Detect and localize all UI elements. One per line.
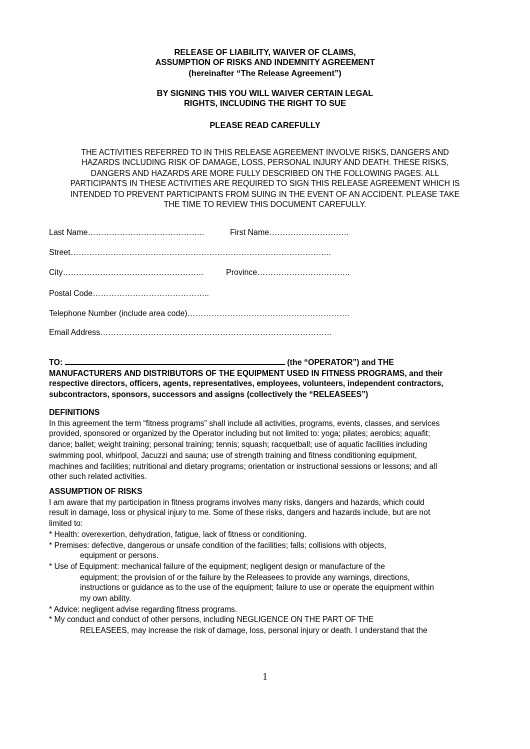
risk-conduct: * My conduct and conduct of other persons, including NEGLIGENCE ON THE PART OF THE: [49, 615, 374, 625]
definitions-section: [49, 408, 489, 483]
intro-line: THE TIME TO REVIEW THIS DOCUMENT CAREFULLY.: [163, 200, 367, 210]
title-line: (hereinafter “The Release Agreement”): [188, 67, 342, 78]
assumption-line: I am aware that my participation in fitness programs involves many risks, dangers and hazards, which could: [49, 497, 425, 507]
definitions-line: swimming pool, whirlpool, Jacuzzi and sauna; use of strength training and fitness conditioning equipment,: [49, 450, 418, 460]
definitions-line: dance; ballet; weight training; personal training; tennis; squash; racquetball; use of aquatic facilities including: [49, 440, 428, 450]
risk-conduct-cont: RELEASEES, may increase the risk of damage, loss, personal injury or death. I understand that the: [80, 626, 428, 636]
risk-equipment-cont: equipment; the provision of or the failure by the Releasees to provide any warnings, directions,: [80, 572, 410, 582]
risk-health: * Health: overexertion, dehydration, fatigue, lack of fitness or conditioning.: [49, 529, 307, 539]
definitions-line: machines and facilities; nutritional and dietary programs; orientation or instructional sessions or lessons; and all: [49, 461, 438, 471]
title-line: RELEASE OF LIABILITY, WAIVER OF CLAIMS,: [174, 47, 356, 57]
risk-premises-cont: equipment or persons.: [80, 551, 159, 561]
releasees-line: subcontractors, sponsors, successors and assigns (collectively the “RELEASEES”): [49, 389, 369, 399]
risk-premises: * Premises: defective, dangerous or unsafe condition of the facilities; falls; collisions with objects,: [49, 540, 387, 550]
telephone-field[interactable]: Telephone Number (include area code)…………………………………………………….: [49, 309, 350, 318]
intro-line: HAZARDS INCLUDING RISK OF DAMAGE, LOSS, PERSONAL INJURY AND DEATH. THESE RISKS,: [81, 158, 449, 168]
risk-advice: * Advice: negligent advise regarding fitness programs.: [49, 604, 238, 614]
street-field[interactable]: Street……………………………………………………………………………………..: [49, 248, 331, 257]
assumption-line: result in damage, loss or physical injury to me. Some of these risks, dangers and hazards include, but are not: [49, 508, 431, 518]
last-name-field[interactable]: Last Name……………………………………..: [49, 228, 205, 237]
city-field[interactable]: City……………………………………………..: [49, 268, 204, 277]
postal-code-field[interactable]: Postal Code……………………………………..: [49, 289, 210, 298]
definitions-line: provided, sponsored or organized by the Operator including but not limited to: yoga; pilates; aerobics; aquafit;: [49, 429, 431, 439]
please-read-notice: PLEASE READ CAREFULLY: [209, 120, 321, 130]
to-line: [49, 357, 489, 369]
province-field[interactable]: Province……………………………..: [226, 268, 350, 277]
warning-line: RIGHTS, INCLUDING THE RIGHT TO SUE: [183, 98, 347, 109]
operator-name-blank[interactable]: [65, 357, 285, 365]
definitions-heading: DEFINITIONS: [49, 408, 100, 417]
risk-equipment-cont: instructions or guidance as to the use of the equipment; failure to use or operate the equipment within: [80, 583, 434, 593]
releasees-block: [49, 357, 489, 400]
intro-line: DANGERS AND HAZARDS ARE MORE FULLY DESCRIBED ON THE FOLLOWING PAGES. ALL: [90, 168, 440, 178]
risk-equipment: * Use of Equipment: mechanical failure of the equipment; negligent design or manufacture of the: [49, 561, 385, 571]
definitions-line: other such related activities.: [49, 472, 147, 482]
waiver-warning: [60, 88, 470, 109]
definitions-line: In this agreement the term “fitness programs” shall include all activities, programs, events, classes, and services: [49, 418, 440, 428]
warning-line: BY SIGNING THIS YOU WILL WAIVER CERTAIN LEGAL: [156, 88, 374, 98]
assumption-line: limited to:: [49, 519, 83, 529]
intro-line: PARTICIPANTS IN THESE ACTIVITIES ARE REQUIRED TO SIGN THIS RELEASE AGREEMENT WHICH IS: [70, 179, 460, 189]
assumption-heading: ASSUMPTION OF RISKS: [49, 487, 143, 496]
first-name-field[interactable]: First Name…………………………: [230, 228, 350, 237]
intro-line: INTENDED TO PREVENT PARTICIPANTS FROM SUING IN THE EVENT OF AN ACCIDENT. PLEASE TAKE: [70, 189, 460, 199]
page-number: 1: [262, 672, 268, 683]
document-title: [60, 47, 470, 78]
releasees-line: MANUFACTURERS AND DISTRIBUTORS OF THE EQUIPMENT USED IN FITNESS PROGRAMS, and their: [49, 368, 443, 378]
intro-paragraph: [50, 148, 480, 210]
email-field[interactable]: Email Address……………………………………………………………………………: [49, 328, 333, 337]
operator-suffix: (the “OPERATOR”) and THE: [287, 358, 394, 367]
intro-line: THE ACTIVITIES REFERRED TO IN THIS RELEASE AGREEMENT INVOLVE RISKS, DANGERS AND: [81, 148, 449, 157]
releasees-line: respective directors, officers, agents, representatives, employees, volunteers, independent contractors,: [49, 379, 444, 389]
to-label: TO:: [49, 358, 63, 367]
assumption-section: [49, 487, 489, 637]
risk-equipment-cont: my own ability.: [80, 594, 132, 604]
title-line: ASSUMPTION OF RISKS AND INDEMNITY AGREEMENT: [155, 57, 375, 68]
